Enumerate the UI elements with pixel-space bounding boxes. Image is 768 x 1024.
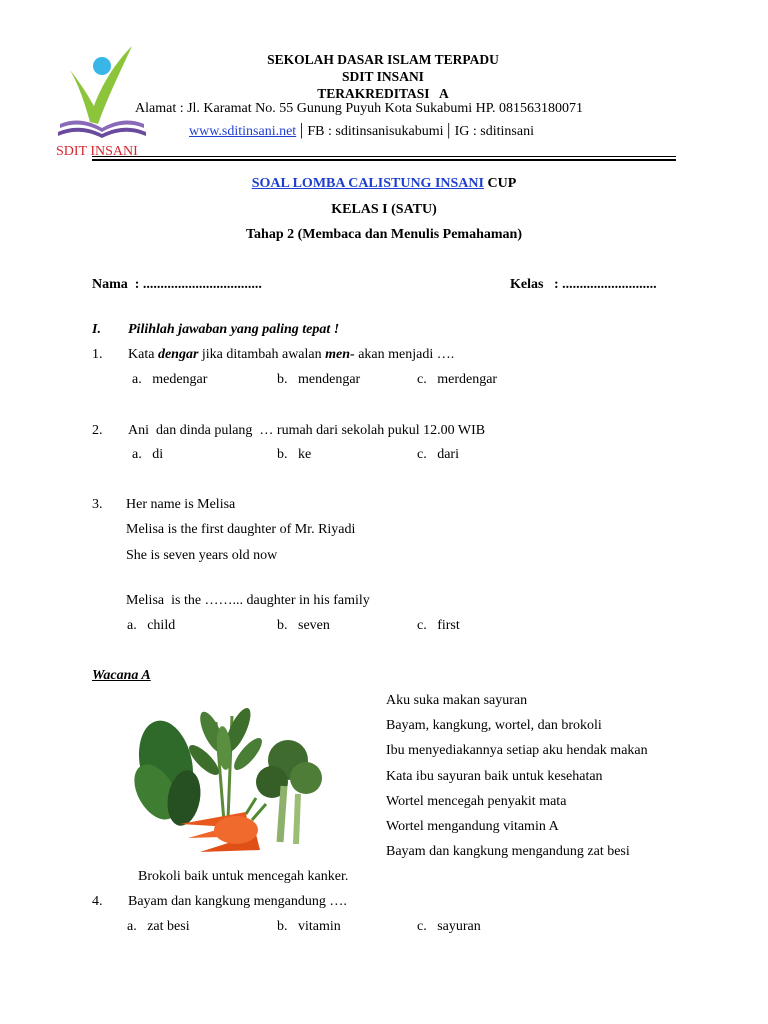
passage-line: Wortel mengandung vitamin A [386,819,559,834]
option-a[interactable]: a. di [132,447,164,462]
passage-line: Aku suka makan sayuran [386,693,528,708]
school-short-name: SDIT INSANI [342,69,424,84]
option-b[interactable]: b. vitamin [277,919,341,934]
passage-line: Brokoli baik untuk mencegah kanker. [138,869,349,884]
question-text [128,347,454,363]
accreditation: TERAKREDITASI A [317,86,449,101]
passage-line: Wortel mencegah penyakit mata [386,794,567,809]
passage-line: Bayam, kangkung, wortel, dan brokoli [386,718,602,733]
vegetables-illustration [128,702,328,868]
exam-title-link[interactable]: SOAL LOMBA CALISTUNG INSANI [251,176,484,191]
question-number: 1. [92,347,103,362]
exam-stage: Tahap 2 (Membaca dan Menulis Pemahaman) [245,227,522,242]
exam-title-suffix: CUP [483,176,517,191]
option-a[interactable]: a. child [127,618,176,633]
option-a[interactable]: a. zat besi [127,919,190,934]
question-text: Melisa is the ……... daughter in his family [126,593,370,608]
option-c[interactable]: c. first [417,618,460,633]
passage-line: She is seven years old now [126,548,278,563]
question-text-part: jika ditambah awalan [198,347,326,362]
instagram-handle: IG : sditinsani [454,124,534,139]
separator: | [446,120,455,139]
logo-text: SDIT INSANI [56,144,138,159]
option-a[interactable]: a. medengar [132,372,208,387]
separator: | [299,120,308,139]
passage-line: Ibu menyediakannya setiap aku hendak makan [386,743,648,758]
option-c[interactable]: c. sayuran [417,919,481,934]
passage-line: Bayam dan kangkung mengandung zat besi [386,844,630,859]
class-field[interactable]: Kelas : ........................... [510,277,657,292]
section-number: I. [92,322,101,337]
question-text-part: Kata [128,347,158,362]
name-field[interactable]: Nama : .................................. [92,277,262,292]
passage-line: Melisa is the first daughter of Mr. Riyadi [126,522,356,537]
question-number: 4. [92,894,103,909]
option-b[interactable]: b. seven [277,618,330,633]
question-text-part: akan menjadi …. [354,347,455,362]
option-b[interactable]: b. ke [277,447,312,462]
question-number: 2. [92,423,103,438]
contact-line [189,120,534,140]
option-c[interactable]: c. dari [417,447,459,462]
school-name: SEKOLAH DASAR ISLAM TERPADU [267,52,499,67]
header-divider [92,156,676,157]
vegetables-image [128,702,328,868]
section-instruction: Pilihlah jawaban yang paling tepat ! [128,322,340,337]
exam-title [92,176,676,192]
question-keyword: dengar [157,347,199,362]
header-divider-thick [92,159,676,161]
question-text: Bayam dan kangkung mengandung …. [128,894,347,909]
question-text: Ani dan dinda pulang … rumah dari sekolah pukul 12.00 WIB [128,423,486,438]
exam-class: KELAS I (SATU) [331,202,437,217]
option-b[interactable]: b. mendengar [277,372,361,387]
website-link[interactable]: www.sditinsani.net [189,124,297,139]
passage-line: Kata ibu sayuran baik untuk kesehatan [386,769,603,784]
facebook-handle: FB : sditinsanisukabumi [307,124,444,139]
passage-line: Her name is Melisa [126,497,236,512]
passage-title: Wacana A [92,668,151,683]
option-c[interactable]: c. merdengar [417,372,498,387]
school-address: Alamat : Jl. Karamat No. 55 Gunung Puyuh Kota Sukabumi HP. 081563180071 [135,101,583,116]
question-number: 3. [92,497,103,512]
question-keyword: men- [325,347,355,362]
